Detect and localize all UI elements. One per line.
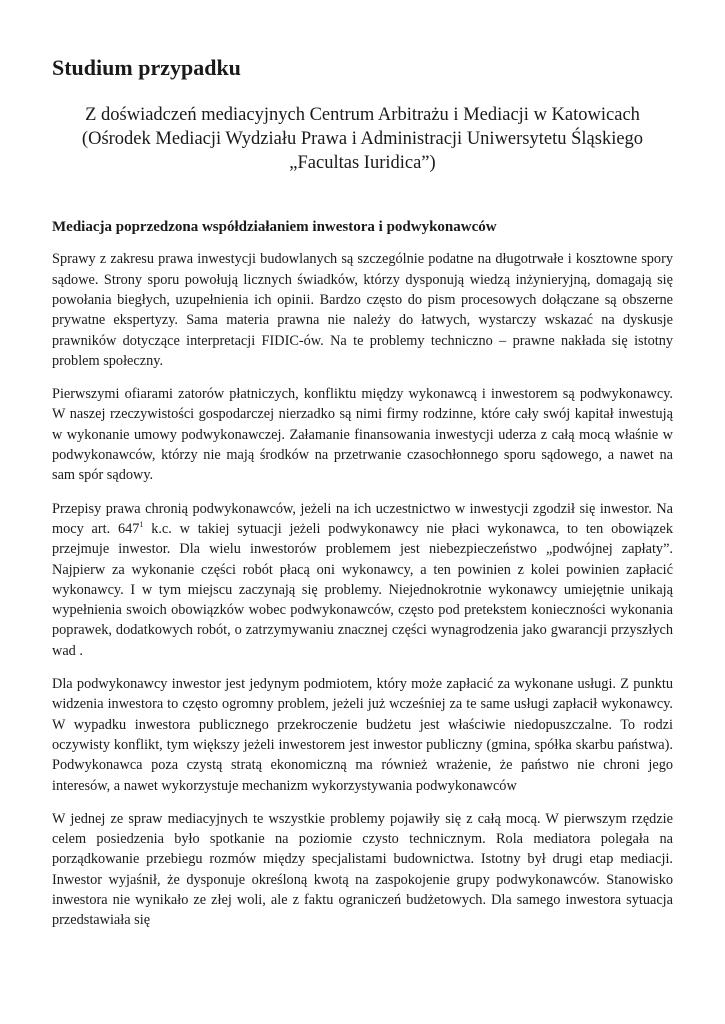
paragraph: Dla podwykonawcy inwestor jest jedynym podmiotem, który może zapłacić za wykonane usługi. Z punktu widzenia inwestora to często ogromny problem, jeżeli już wcześniej za te same usługi zapłacił wykonawcy. W wypadku inwestora publicznego przekroczenie budżetu jest właściwie niedopuszczalne. To rodzi oczywisty konflikt, tym większy jeżeli inwestorem jest inwestor publiczny (gmina, spółka skarbu państwa). Podwykonawca poza czystą stratą ekonomiczną ma również wrażenie, że państwo nie chroni jego interesów, a nawet wykorzystuje mechanizm wykorzystywania podwykonawców	[52, 676, 673, 794]
paragraph-text: Przepisy prawa chronią podwykonawców, jeżeli na ich uczestnictwo w inwestycji zgodził się inwestor. Na mocy art. 647	[52, 500, 673, 537]
subtitle-line: „Facultas Iuridica”)	[289, 153, 436, 174]
document-subtitle	[52, 103, 673, 175]
subtitle-line: Z doświadczeń mediacyjnych Centrum Arbitrażu i Mediacji w Katowicach	[85, 105, 640, 126]
paragraph: Sprawy z zakresu prawa inwestycji budowlanych są szczególnie podatne na długotrwałe i kosztowne spory sądowe. Strony sporu powołują licznych świadków, którzy dysponują wiedzą inżynieryjną, domagają się powołania biegłych, uzupełnienia ich opinii. Bardzo często do pism procesowych dołączane są obszerne prywatne ekspertyzy. Sama materia prawna nie należy do łatwych, wystarczy wskazać na dyskusje prawników dotyczące interpretacji FIDIC-ów. Na te problemy techniczno – prawne nakłada się istotny problem społeczny.	[52, 251, 673, 369]
paragraph-with-footnote	[52, 499, 673, 661]
footnote-marker[interactable]: 1	[139, 520, 144, 530]
section-heading: Mediacja poprzedzona współdziałaniem inwestora i podwykonawców	[52, 219, 497, 236]
subtitle-line: (Ośrodek Mediacji Wydziału Prawa i Administracji Uniwersytetu Śląskiego	[81, 129, 644, 150]
paragraph-text: k.c. w takiej sytuacji jeżeli podwykonawcy nie płaci wykonawca, to ten obowiązek przejmuje inwestor. Dla wielu inwestorów problemem jest niebezpieczeństwo „podwójnej zapłaty”. Najpierw za wykonanie części robót płacą oni wykonawcy, a ten powinien z kolei powinien zapłacić wykonawcy. I w tym miejscu zaczynają się problemy. Niejednokrotnie wykonawcy umiejętnie unikają wypełnienia swoich obowiązków wobec podwykonawców, często pod pretekstem konieczności wykonania poprawek, dodatkowych robót, o zatrzymywaniu znacznej części wynagrodzenia jako gwarancji przyszłych wad .	[52, 520, 674, 659]
document-title: Studium przypadku	[52, 55, 241, 80]
paragraph: W jednej ze spraw mediacyjnych te wszystkie problemy pojawiły się z całą mocą. W pierwszym rzędzie celem posiedzenia było spotkanie na poziomie czysto technicznym. Rola mediatora polegała na porządkowanie przebiegu rozmów między specjalistami budownictwa. Istotny był drugi etap mediacji. Inwestor wyjaśnił, że dysponuje określoną kwotą na zaspokojenie grupy podwykonawców. Stanowisko inwestora nie wynikało ze złej woli, ale z faktu ograniczeń budżetowych. Dla samego inwestora sytuacja przedstawiała się	[52, 810, 673, 929]
body-text	[52, 249, 673, 930]
paragraph: Pierwszymi ofiarami zatorów płatniczych, konfliktu między wykonawcą i inwestorem są podwykonawcy. W naszej rzeczywistości gospodarczej nierzadko są nimi firmy rodzinne, które cały swój kapitał inwestują w wykonanie umowy podwykonawczej. Załamanie finansowania inwestycji uderza z całą mocą właśnie w podwykonawców, którzy nie mają środków na przetrwanie czasochłonnego sporu sądowego, a nawet na sam spór sądowy.	[52, 386, 673, 484]
